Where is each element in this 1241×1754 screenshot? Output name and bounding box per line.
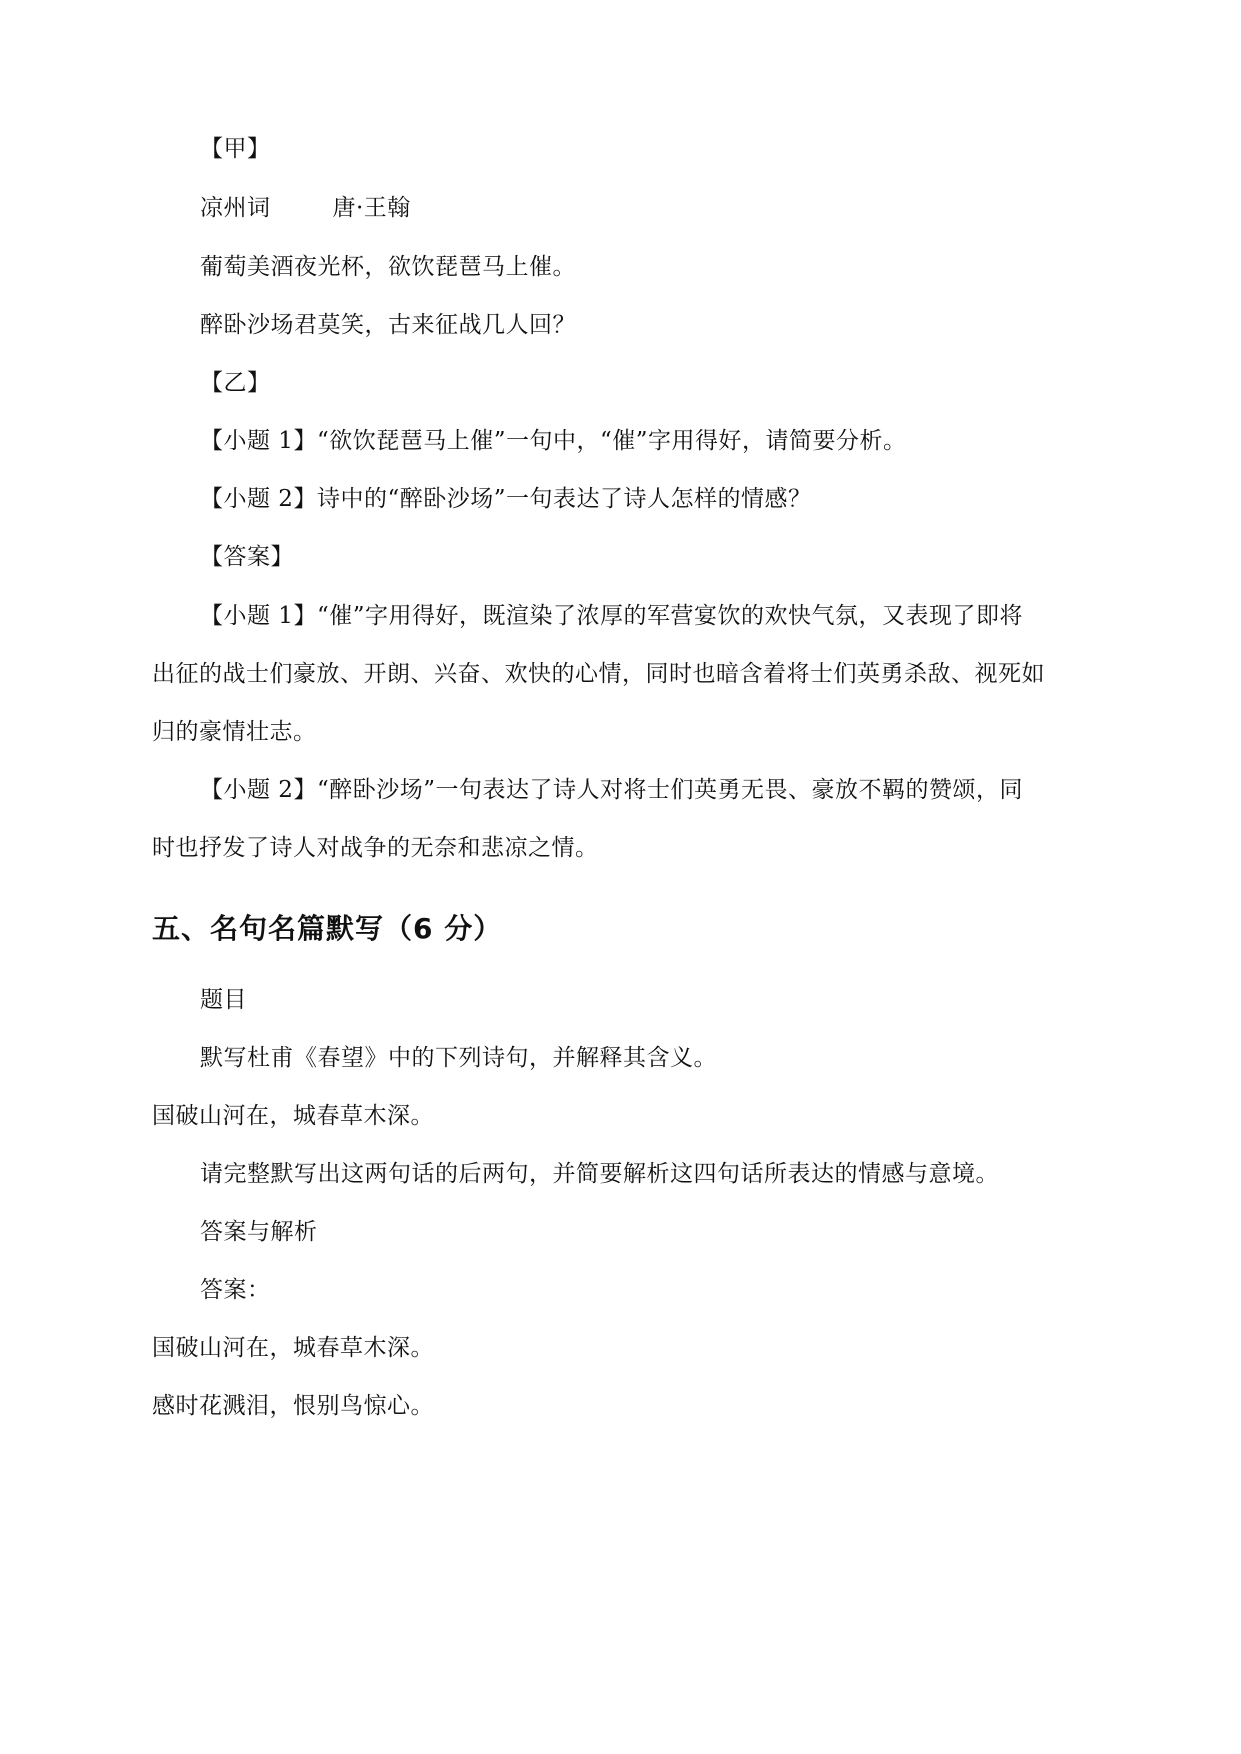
- question-1: 【小题 1】“欲饮琵琶马上催”一句中，“催”字用得好，请简要分析。: [200, 428, 907, 454]
- question-2: 【小题 2】诗中的“醉卧沙场”一句表达了诗人怎样的情感？: [200, 486, 812, 512]
- answer-label-five: 答案：: [200, 1277, 271, 1303]
- poem-author: 唐·王翰: [332, 195, 411, 221]
- answer-line-1: 国破山河在，城春草木深。: [152, 1335, 434, 1361]
- instruction: 默写杜甫《春望》中的下列诗句，并解释其含义。: [200, 1045, 717, 1071]
- poem-line-2: 醉卧沙场君莫笑，古来征战几人回？: [200, 312, 576, 338]
- poem-title-line: [200, 193, 411, 223]
- topic-label: 题目: [200, 987, 247, 1013]
- label-yi: 【乙】: [200, 370, 271, 396]
- answer-label: 【答案】: [200, 544, 294, 570]
- answer-1-line-1: 【小题 1】“催”字用得好，既渲染了浓厚的军营宴饮的欢快气氛，又表现了即将: [200, 603, 1023, 629]
- answer-2-line-2: 时也抒发了诗人对战争的无奈和悲凉之情。: [152, 835, 599, 861]
- poem-line-1: 葡萄美酒夜光杯，欲饮琵琶马上催。: [200, 254, 576, 280]
- task: 请完整默写出这两句话的后两句，并简要解析这四句话所表达的情感与意境。: [200, 1161, 999, 1187]
- given-line: 国破山河在，城春草木深。: [152, 1103, 434, 1129]
- answer-1-line-3: 归的豪情壮志。: [152, 719, 317, 745]
- answer-analysis-label: 答案与解析: [200, 1219, 318, 1245]
- answer-1-line-2: 出征的战士们豪放、开朗、兴奋、欢快的心情，同时也暗含着将士们英勇杀敌、视死如: [152, 661, 1045, 687]
- poem-title: 凉州词: [200, 195, 271, 221]
- answer-line-2: 感时花溅泪，恨别鸟惊心。: [152, 1393, 434, 1419]
- answer-2-line-1: 【小题 2】“醉卧沙场”一句表达了诗人对将士们英勇无畏、豪放不羁的赞颂，同: [200, 777, 1023, 803]
- section-five-heading: 五、名句名篇默写（6 分）: [152, 912, 503, 945]
- label-jia: 【甲】: [200, 136, 271, 162]
